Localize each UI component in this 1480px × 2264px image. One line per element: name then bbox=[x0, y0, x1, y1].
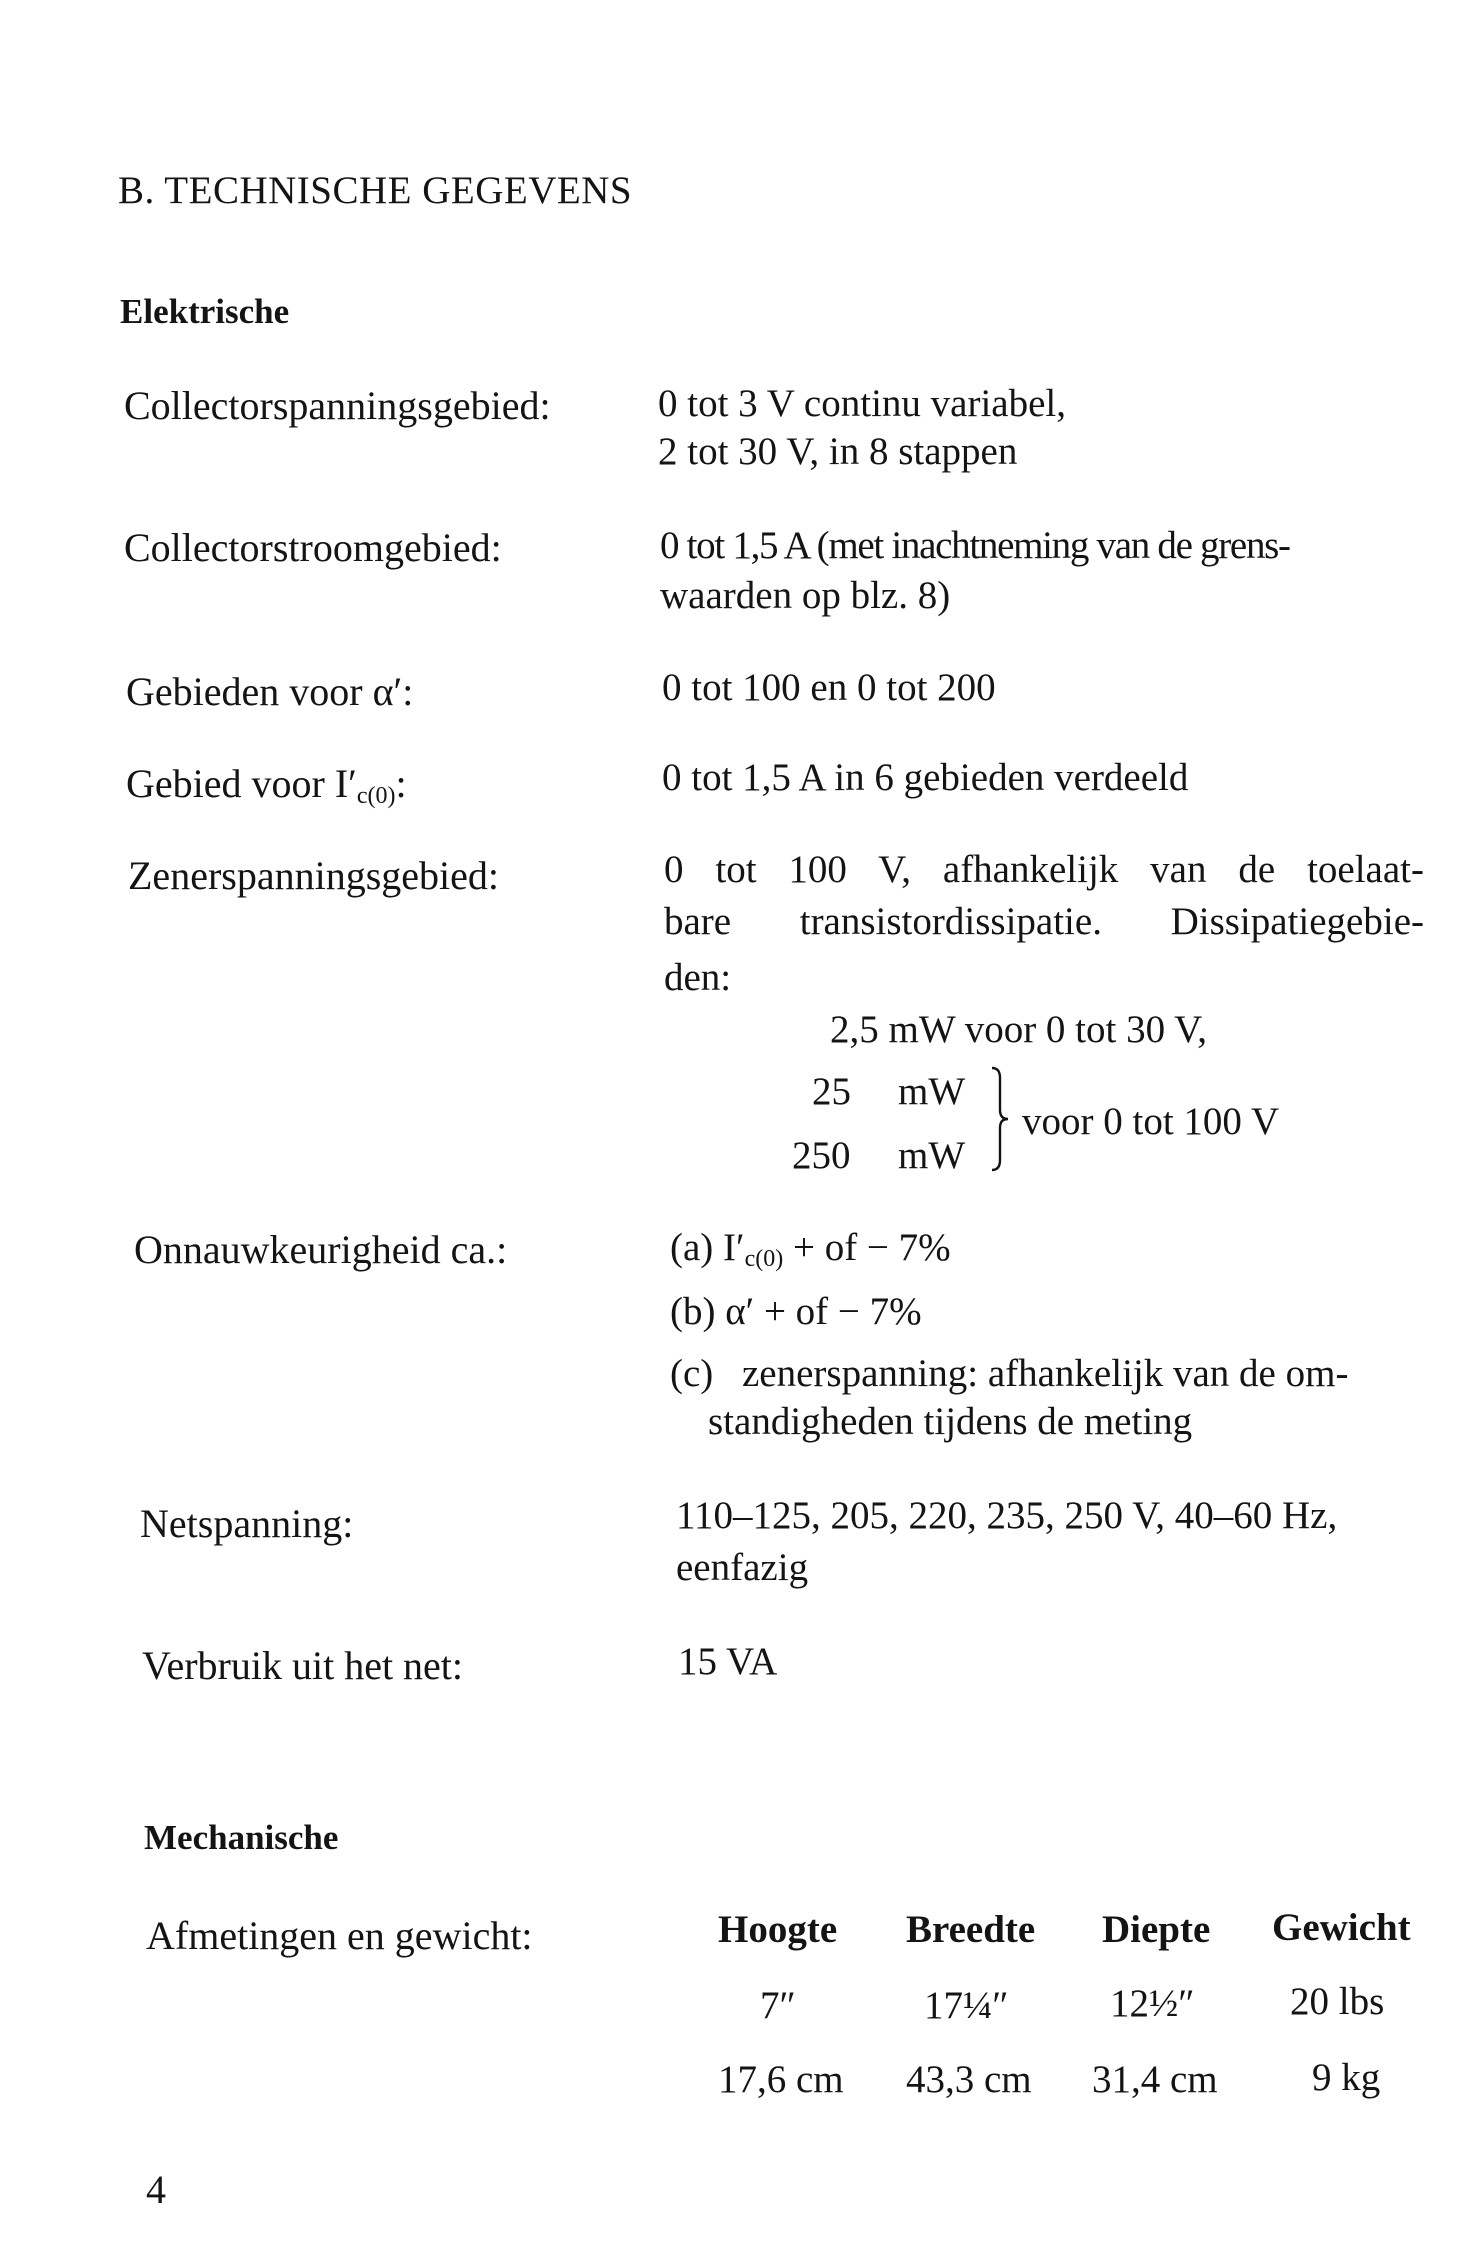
alpha-range-value: 0 tot 100 en 0 tot 200 bbox=[662, 666, 996, 709]
ic0-range-label-main: Gebied voor I′ bbox=[126, 761, 357, 806]
brace-value-250: 250 bbox=[792, 1134, 851, 1177]
collector-current-label: Collectorstroomgebied: bbox=[124, 525, 502, 570]
inaccuracy-item-c-line-2: standigheden tijdens de meting bbox=[708, 1400, 1193, 1443]
ic0-range-label-sub: c(0) bbox=[356, 783, 396, 809]
ic0-range-label-end: : bbox=[395, 761, 407, 806]
inaccuracy-item-a-prefix: (a) I′ bbox=[670, 1226, 745, 1269]
brace-unit-250: mW bbox=[898, 1134, 966, 1177]
mains-voltage-line-1: 110–125, 205, 220, 235, 250 V, 40–60 Hz, bbox=[676, 1494, 1338, 1537]
inaccuracy-item-a bbox=[670, 1220, 951, 1287]
ic0-range-label bbox=[126, 760, 407, 810]
width-cm: 43,3 cm bbox=[906, 2058, 1032, 2101]
inaccuracy-item-b: (b) α′ + of − 7% bbox=[670, 1290, 922, 1333]
power-consumption-label: Verbruik uit het net: bbox=[142, 1643, 464, 1688]
inaccuracy-item-a-rest: + of − 7% bbox=[783, 1226, 951, 1269]
height-cm: 17,6 cm bbox=[718, 2058, 844, 2101]
collector-current-line-1: 0 tot 1,5 A (met inachtneming van de grens- bbox=[660, 524, 1290, 567]
weight-kg: 9 kg bbox=[1312, 2056, 1381, 2099]
inaccuracy-item-c-line-1: zenerspanning: afhankelijk van de om- bbox=[742, 1352, 1349, 1395]
brace-value-25: 25 bbox=[812, 1070, 851, 1113]
mechanical-heading: Mechanische bbox=[144, 1818, 339, 1857]
zener-line-3: den: bbox=[664, 956, 732, 999]
depth-inches: 12½″ bbox=[1110, 1982, 1195, 2025]
height-inches: 7″ bbox=[760, 1984, 796, 2027]
dimensions-label: Afmetingen en gewicht: bbox=[146, 1913, 533, 1958]
brace-unit-25: mW bbox=[898, 1070, 966, 1113]
collector-voltage-line-1: 0 tot 3 V continu variabel, bbox=[658, 382, 1066, 425]
zener-range-label: Zenerspanningsgebied: bbox=[128, 853, 499, 898]
page-number: 4 bbox=[146, 2167, 166, 2212]
collector-voltage-line-2: 2 tot 30 V, in 8 stappen bbox=[658, 430, 1018, 473]
alpha-range-label: Gebieden voor α′: bbox=[126, 669, 414, 714]
col-header-height: Hoogte bbox=[718, 1908, 838, 1951]
collector-voltage-label: Collectorspanningsgebied: bbox=[124, 383, 551, 428]
col-header-weight: Gewicht bbox=[1272, 1906, 1411, 1949]
mains-voltage-line-2: eenfazig bbox=[676, 1546, 809, 1589]
collector-current-line-2: waarden op blz. 8) bbox=[660, 574, 951, 617]
inaccuracy-item-a-sub: c(0) bbox=[744, 1246, 784, 1272]
zener-line-1: 0 tot 100 V, afhankelijk van de toelaat- bbox=[664, 848, 1424, 891]
zener-line-2: bare transistordissipatie. Dissipatiegebie- bbox=[664, 900, 1424, 943]
depth-cm: 31,4 cm bbox=[1092, 2058, 1218, 2101]
inaccuracy-item-c-prefix: (c) bbox=[670, 1352, 714, 1395]
right-curly-brace bbox=[990, 1064, 1016, 1174]
weight-lbs: 20 lbs bbox=[1290, 1980, 1385, 2023]
mains-voltage-label: Netspanning: bbox=[140, 1501, 354, 1546]
ic0-range-value: 0 tot 1,5 A in 6 gebieden verdeeld bbox=[662, 756, 1189, 799]
brace-text: voor 0 tot 100 V bbox=[1022, 1100, 1280, 1143]
col-header-width: Breedte bbox=[906, 1908, 1036, 1951]
power-consumption-value: 15 VA bbox=[678, 1640, 778, 1683]
zener-range-1: 2,5 mW voor 0 tot 30 V, bbox=[830, 1008, 1208, 1051]
inaccuracy-label: Onnauwkeurigheid ca.: bbox=[134, 1227, 508, 1272]
electrical-heading: Elektrische bbox=[120, 292, 290, 331]
col-header-depth: Diepte bbox=[1102, 1908, 1211, 1951]
section-title: B. TECHNISCHE GEGEVENS bbox=[118, 169, 633, 212]
width-inches: 17¼″ bbox=[924, 1984, 1009, 2027]
